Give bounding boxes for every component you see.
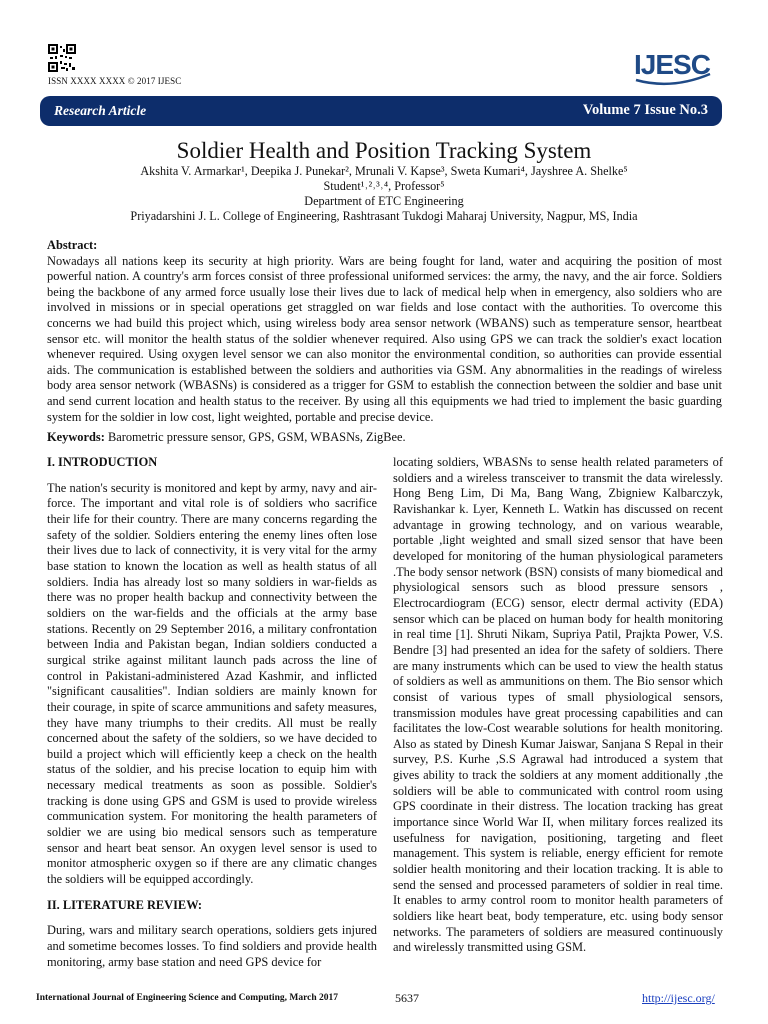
affiliation: Priyadarshini J. L. College of Engineering, Rashtrasant Tukdogi Maharaj University, Nagpur, MS, India	[130, 209, 638, 223]
qr-code-icon	[48, 44, 76, 72]
keywords-line	[47, 430, 722, 445]
right-column	[393, 455, 723, 956]
abstract-text: Nowadays all nations keep its security at high priority. Wars are being fought for land, water and acquiring the position of most powerful nation. A country's arm forces consist of three professional uniformed services: the army, the navy, and the air force. Soldiers being the backbone of any armed force usually lose their lives due to lack of medical help when in emergency, also soldiers who are involved in missions or in special operations get straggled on war fields and lose contact with the authorities. To overcome this concerns we had build this project which, using wireless body area sensor network (WBANS) such as temperature sensor, heartbeat sensor etc. will monitor the health status of the soldier whenever required. Also using GPS we can track the soldier's exact location whenever required. Using oxygen level sensor we can also monitor the environmental condition, so authorities can provide essential aids. The communication is established between the soldiers and authorities via GSM. Any abnormalities in the readings of wireless body area sensor network (WBASNs) is considered as a trigger for GSM to establish the connection between the soldier and base unit and send current location and health status to the receiver. By using all this equipments we had tried to implement the basic guarding system for the soldier in low cost, light weighted, portable and precise device.	[47, 253, 722, 424]
journal-logo	[634, 50, 712, 88]
abstract-heading: Abstract:	[47, 238, 98, 252]
lit-review-text-right: locating soldiers, WBASNs to sense health related parameters of soldiers and a wireless transceiver to transmit the data wirelessly. Hong Beng Lim, Di Ma, Bang Wang, Zbigniew Kalbarczyk, Ravishankar k. Lyer, Kenneth L. Watkin has discussed on recent advantage in growing technology, and on various wearable, portable ,light weighted and small sized sensor that have been developed for monitoring of the human physiological parameters .The body sensor network (BSN) consists of many biomedical and physiological sensors such as blood pressure sensors , Electrocardiogram (ECG) sensor, electr dermal activity (EDA) sensor which can be placed on human body for health monitoring in real time [1]. Shruti Nikam, Supriya Patil, Prajkta Power, V.S. Bendre [3] had presented an idea for the safety of soldiers. There are many instruments which can be used to view the health status of soldiers as well as ammunitions on them. The Bio sensor which consist of various types of small physiological sensors, transmission modules have great processing capabilities and can facilitates the low-Cost wearable solutions for health monitoring. Also as stated by Dinesh Kumar Jaiswar, Sanjana S Repal in their survey, P.S. Kurhe ,S.S Agrawal had introduced a system that gives ability to track the soldiers at any moment additionally ,the soldiers will be able to communicated with control room using GPS coordinate in their distress. The location tracking has great importance since World War II, when military forces realized its usefulness for navigation, positioning, targeting and fleet management. This system is reliable, energy efficient for remote soldier health monitoring and their location tracking. It is able to send the sensed and processed parameters of soldier in real time. It enables to army control room to monitor health parameters of soldiers like heart beat, body temperature, etc. using body sensor networks. The parameters of soldiers are measured continuously and wirelessly transmitted using GSM.	[393, 455, 723, 955]
paper-title: Soldier Health and Position Tracking System	[176, 138, 592, 163]
logo-text: IJESC	[634, 49, 710, 80]
left-column	[47, 455, 377, 970]
footer-journal: International Journal of Engineering Science and Computing, March 2017	[36, 993, 338, 1003]
journal-link[interactable]: http://ijesc.org/	[642, 991, 715, 1005]
keywords-label: Keywords:	[47, 430, 105, 444]
page-number: 5637	[395, 991, 419, 1005]
intro-heading: I. INTRODUCTION	[47, 455, 158, 469]
abstract-block	[47, 238, 722, 425]
volume-issue: Volume 7 Issue No.3	[582, 102, 708, 118]
keywords-text: Barometric pressure sensor, GPS, GSM, WBASNs, ZigBee.	[107, 430, 406, 444]
author-list: Akshita V. Armarkar¹, Deepika J. Punekar², Mrunali V. Kapse³, Sweta Kumari⁴, Jayshree A. Shelke⁵	[140, 164, 628, 178]
author-roles: Student¹˒²˒³˒⁴, Professor⁵	[323, 179, 445, 193]
lit-review-heading: II. LITERATURE REVIEW:	[47, 897, 203, 912]
department: Department of ETC Engineering	[304, 194, 464, 208]
intro-text: The nation's security is monitored and kept by army, navy and air-force. The important and vital role is of soldiers who sacrifice their life for their country. There are many concerns regarding the safety of the soldier. Soldiers entering the enemy lines often lose their lives due to lack of connectivity, it is very vital for the army base station to known the location as well as health status of all soldiers. India has already lost so many soldiers in war-fields as there was no proper health backup and connectivity between the soldiers on the war-fields and the officials at the army base stations. Recently on 29 September 2016, a military confrontation between India and Pakistan began, Indian soldiers conducted a surgical strike against militant launch pads across the line of control in Pakistani-administered Azad Kashmir, and inflicted "significant causalities". Indian soldiers are mainly known for their courage, in spite of scarce ammunitions and safety measures, they have many triumphs to their credits. All must be really concerned about the safety of the soldiers, so we have decided to build a project which will efficiently keep a check on the health status of the soldier, and his precise location to equip him with necessary medical treatments as soon as possible. Soldier's tracking is done using GPS and GSM is used to provide wireless communication system. For monitoring the health parameters of soldier we are using bio medical sensors such as temperature sensor and heart beat sensor. An oxygen level sensor is used to monitor atmospheric oxygen so if there are any climatic changes the soldiers will be equipped accordingly.	[47, 480, 377, 887]
article-type: Research Article	[54, 103, 147, 118]
article-banner	[40, 96, 722, 126]
lit-review-text-left: During, wars and military search operations, soldiers gets injured and sometime becomes losses. To find soldiers and provide health monitoring, army base station and need GPS device for	[47, 923, 377, 969]
issn-line: ISSN XXXX XXXX © 2017 IJESC	[48, 76, 182, 86]
